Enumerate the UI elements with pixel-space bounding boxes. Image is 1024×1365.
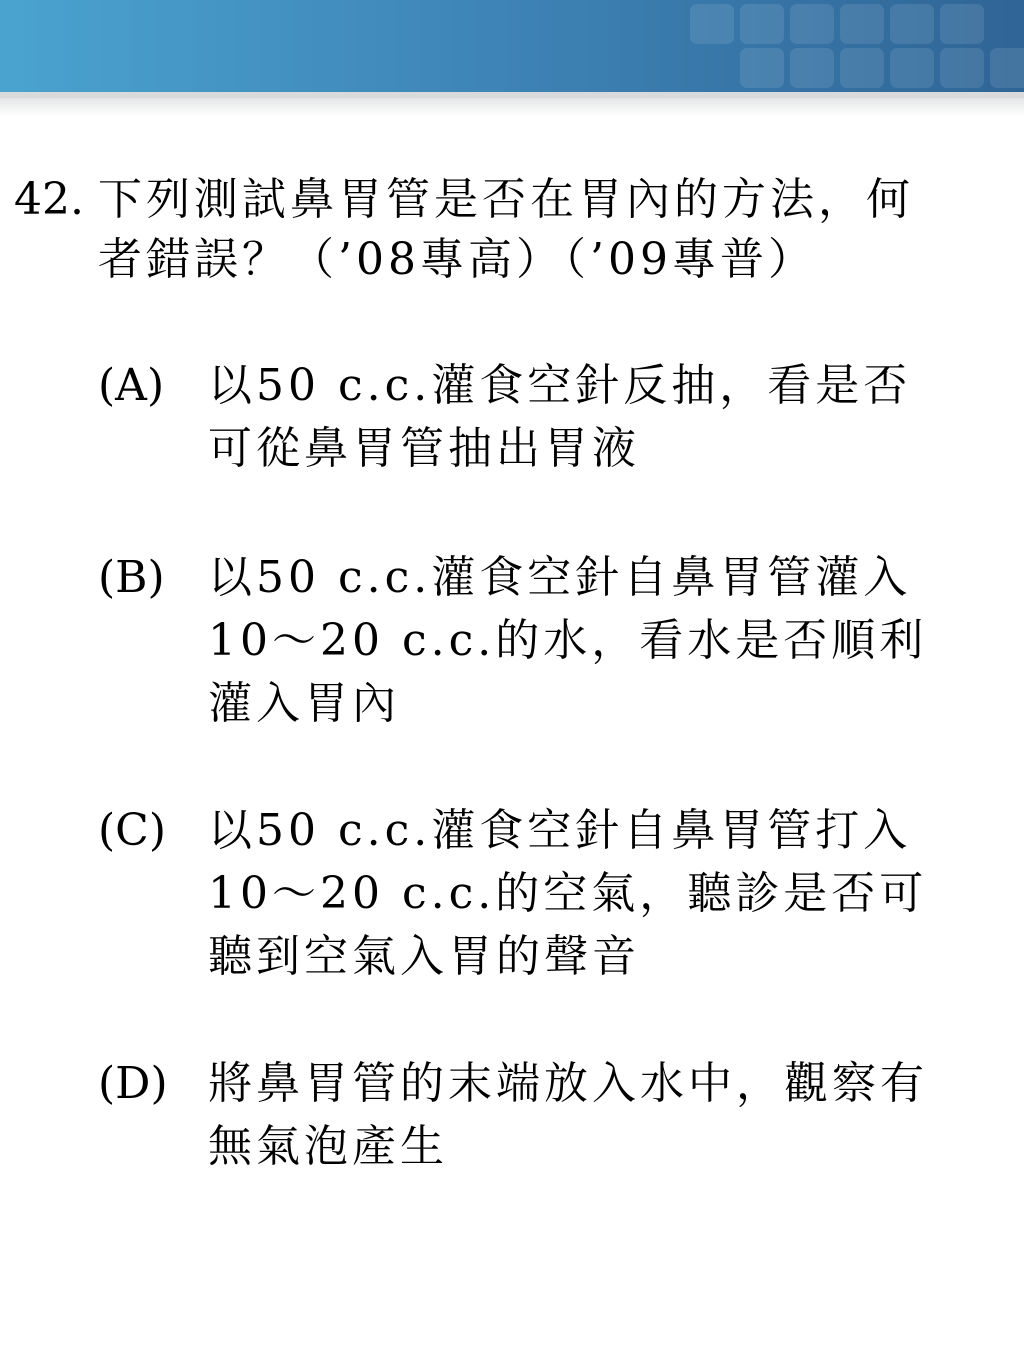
option-a-text: 可從鼻胃管抽出胃液 [208,423,640,474]
option-a-text: 以50 c.c.灌食空針反抽，看是否 [208,360,912,411]
header-shadow [0,98,1024,116]
banner-decoration [790,48,834,88]
option-a-label: (A) [98,360,165,411]
question-number: 42. [14,174,84,225]
option-c-text: 以50 c.c.灌食空針自鼻胃管打入 [208,805,912,856]
option-c-label: (C) [98,805,166,856]
option-b-text: 灌入胃內 [208,678,400,729]
banner-decoration [840,4,884,44]
option-b-text: 以50 c.c.灌食空針自鼻胃管灌入 [208,552,912,603]
banner-decoration [890,4,934,44]
banner-decoration [740,4,784,44]
header-banner [0,0,1024,92]
option-d-text: 將鼻胃管的末端放入水中，觀察有 [208,1058,928,1109]
banner-decoration [690,4,734,44]
banner-decoration [940,48,984,88]
banner-decoration [940,4,984,44]
banner-decoration [890,48,934,88]
banner-decoration [990,48,1024,88]
banner-decoration [840,48,884,88]
banner-decoration [740,48,784,88]
option-d-text: 無氣泡產生 [208,1121,448,1172]
option-c-text: 10～20 c.c.的空氣，聽診是否可 [208,868,928,919]
question-text-line: 下列測試鼻胃管是否在胃內的方法，何 [98,174,914,225]
question-text-line: 者錯誤？（’08專高）（’09專普） [98,234,816,285]
banner-decoration [790,4,834,44]
option-b-text: 10～20 c.c.的水，看水是否順利 [208,615,928,666]
option-c-text: 聽到空氣入胃的聲音 [208,931,640,982]
option-d-label: (D) [98,1058,168,1109]
option-b-label: (B) [98,552,165,603]
